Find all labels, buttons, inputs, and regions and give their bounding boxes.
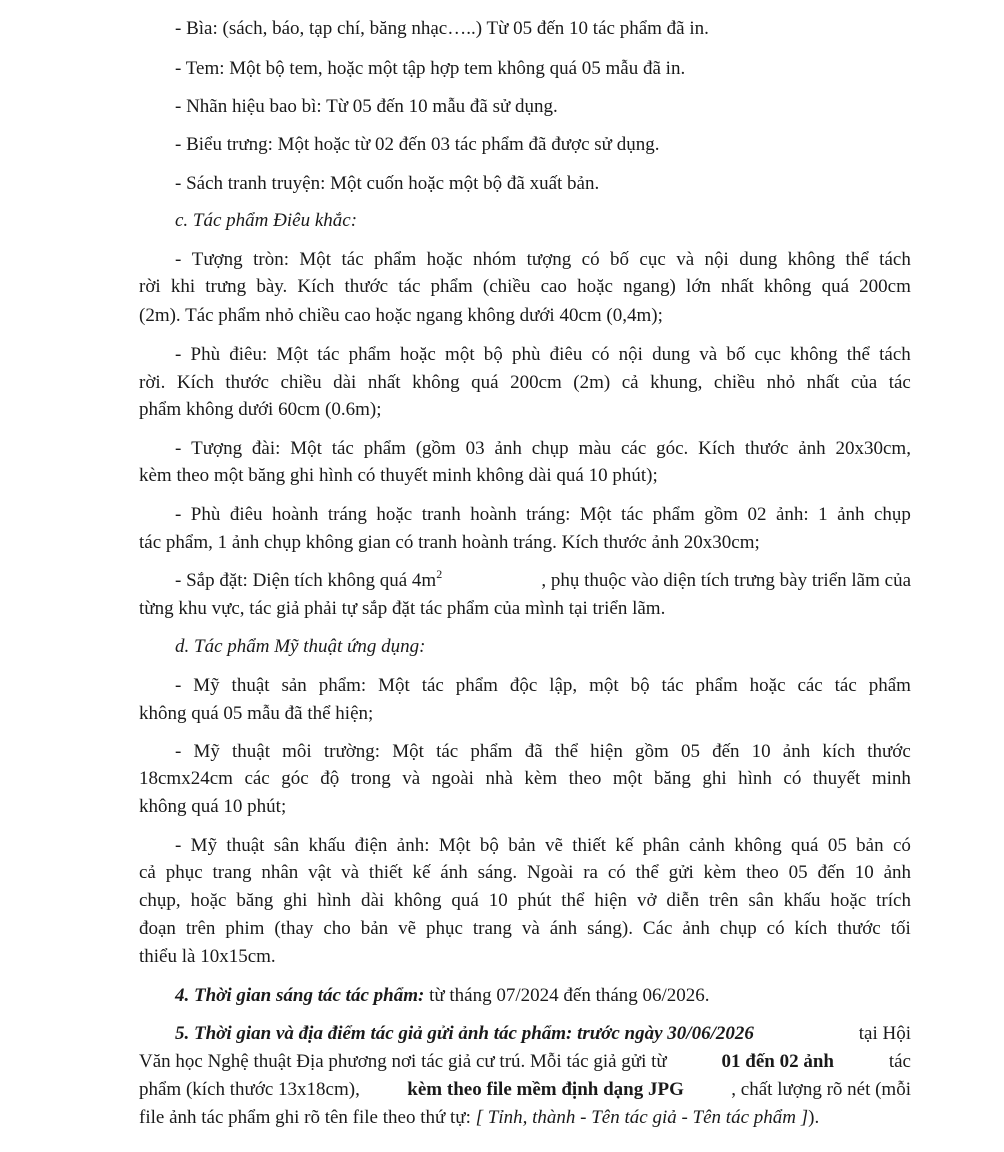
phu-dieu-line1: - Phù điêu: Một tác phẩm hoặc một bộ phù điêu có nội dung và bố cục không thể tách	[175, 344, 911, 365]
tuong-tron-line1: - Tượng tròn: Một tác phẩm hoặc nhóm tượng có bố cục và nội dung không thể tách	[175, 249, 911, 270]
section-5-line3	[139, 1076, 911, 1103]
san-khau-line2: cả phục trang nhân vật và thiết kế ánh sáng. Ngoài ra có thể gửi kèm theo 05 đến 10 ảnh	[139, 862, 911, 883]
section-5-line3-c: , chất lượng rõ nét (mỗi	[731, 1079, 911, 1100]
section-4-label: 4. Thời gian sáng tác tác phẩm:	[175, 985, 425, 1006]
section-5-line4-c: ).	[808, 1107, 820, 1128]
bullet-bieu-trung: - Biểu trưng: Một hoặc từ 02 đến 03 tác phẩm đã được sử dụng.	[175, 134, 660, 155]
sap-dat-line1-text: - Sắp đặt: Diện tích không quá $4m^2$	[175, 566, 443, 591]
hoanh-trang-line1: - Phù điêu hoành tráng hoặc tranh hoành tráng: Một tác phẩm gồm 02 ảnh: 1 ảnh chụp	[175, 504, 911, 525]
phu-dieu-line3: phẩm không dưới 60cm (0.6m);	[139, 399, 382, 420]
tuong-tron-line3: (2m). Tác phẩm nhỏ chiều cao hoặc ngang không dưới 40cm (0,4m);	[139, 305, 663, 326]
section-5-line2-c: tác	[888, 1051, 911, 1072]
heading-dieu-khac: c. Tác phẩm Điêu khắc:	[175, 210, 358, 231]
section-5-label: 5. Thời gian và địa điểm tác giả gửi ảnh tác phẩm: trước ngày 30/06/2026	[175, 1023, 754, 1044]
san-khau-line4: đoạn trên phim (thay cho bản vẽ phục trang và ánh sáng). Các ảnh chụp có kích thước tối	[139, 918, 911, 939]
san-khau-line5: thiểu là 10x15cm.	[139, 946, 276, 967]
moi-truong-line3: không quá 10 phút;	[139, 796, 287, 817]
section-5-line3-a: phẩm (kích thước 13x18cm),	[139, 1079, 360, 1100]
tuong-dai-line2: kèm theo một băng ghi hình có thuyết minh không dài quá 10 phút);	[139, 465, 658, 486]
section-5-line2	[139, 1048, 911, 1075]
section-4	[175, 982, 710, 1009]
section-4-text: từ tháng 07/2024 đến tháng 06/2026.	[424, 985, 710, 1006]
section-5-line3-bold: kèm theo file mềm định dạng JPG	[407, 1079, 684, 1100]
bullet-tem: - Tem: Một bộ tem, hoặc một tập hợp tem không quá 05 mẫu đã in.	[175, 58, 686, 79]
section-5-line4-italic: [ Tỉnh, thành - Tên tác giả - Tên tác phẩm ]	[475, 1107, 809, 1128]
bullet-sach-tranh: - Sách tranh truyện: Một cuốn hoặc một bộ đã xuất bản.	[175, 173, 600, 194]
tuong-dai-line1: - Tượng đài: Một tác phẩm (gồm 03 ảnh chụp màu các góc. Kích thước ảnh 20x30cm,	[175, 438, 911, 459]
section-5-line1	[175, 1020, 911, 1047]
san-pham-line2: không quá 05 mẫu đã thể hiện;	[139, 703, 374, 724]
bullet-nhan-hieu: - Nhãn hiệu bao bì: Từ 05 đến 10 mẫu đã sử dụng.	[175, 96, 558, 117]
section-5-line2-a: Văn học Nghệ thuật Địa phương nơi tác giả cư trú. Mỗi tác giả gửi từ	[139, 1051, 667, 1072]
section-5-line4	[139, 1104, 819, 1131]
phu-dieu-line2: rời. Kích thước chiều dài nhất không quá 200cm (2m) cả khung, chiều nhỏ nhất của tác	[139, 372, 911, 393]
san-khau-line1: - Mỹ thuật sân khấu điện ảnh: Một bộ bản vẽ thiết kế phân cảnh không quá 05 bản có	[175, 835, 911, 856]
moi-truong-line2: 18cmx24cm các góc độ trong và ngoài nhà kèm theo một băng ghi hình có thuyết minh	[139, 768, 911, 789]
sap-dat-line1	[175, 567, 911, 594]
bullet-bia: - Bìa: (sách, báo, tạp chí, băng nhạc…..) Từ 05 đến 10 tác phẩm đã in.	[175, 18, 709, 39]
section-5-line4-a: file ảnh tác phẩm ghi rõ tên file theo thứ tự:	[139, 1107, 476, 1128]
moi-truong-line1: - Mỹ thuật môi trường: Một tác phẩm đã thể hiện gồm 05 đến 10 ảnh kích thước	[175, 741, 911, 762]
hoanh-trang-line2: tác phẩm, 1 ảnh chụp không gian có tranh hoành tráng. Kích thước ảnh 20x30cm;	[139, 532, 760, 553]
tuong-tron-line2: rời khi trưng bày. Kích thước tác phẩm (chiều cao hoặc ngang) lớn nhất không quá 200cm	[139, 276, 911, 297]
san-pham-line1: - Mỹ thuật sản phẩm: Một tác phẩm độc lập, một bộ tác phẩm hoặc các tác phẩm	[175, 675, 911, 696]
section-5-line1-rest: tại Hội	[858, 1023, 911, 1044]
sap-dat-line1-rest: , phụ thuộc vào diện tích trưng bày triển lãm của	[541, 570, 911, 591]
heading-my-thuat-ung-dung: d. Tác phẩm Mỹ thuật ứng dụng:	[175, 636, 426, 657]
sap-dat-line2: từng khu vực, tác giả phải tự sắp đặt tác phẩm của mình tại triển lãm.	[139, 598, 666, 619]
san-khau-line3: chụp, hoặc băng ghi hình dài không quá 10 phút thể hiện vở diễn trên sân khấu hoặc trích	[139, 890, 911, 911]
section-5-line2-bold: 01 đến 02 ảnh	[721, 1051, 834, 1072]
